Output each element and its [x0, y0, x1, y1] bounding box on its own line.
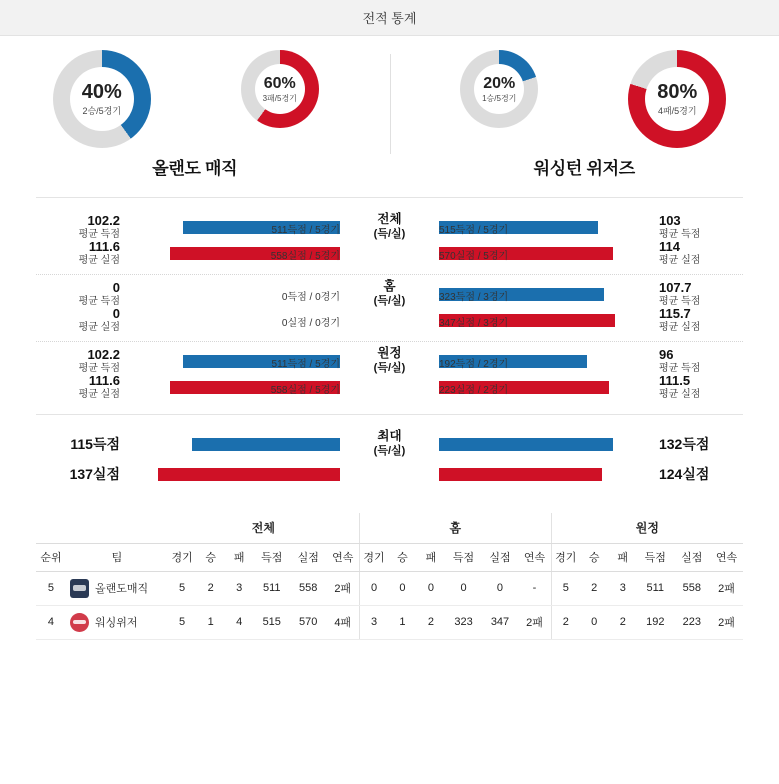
cell-away-pts: 192 — [637, 605, 673, 639]
standings-table — [36, 513, 743, 640]
bar-detail: 515득점 / 5경기 — [438, 224, 509, 236]
page-header — [0, 0, 779, 36]
col-all-streak: 연속 — [326, 543, 359, 571]
comparison-group-away — [36, 341, 743, 408]
donut-home-loss-sub: 3패/5경기 — [262, 94, 297, 104]
cell-all-against: 558 — [290, 571, 326, 605]
cell-all-win: 1 — [196, 605, 225, 639]
col-all-loss: 패 — [225, 543, 254, 571]
value: 0 — [112, 279, 120, 295]
comparison-row — [36, 459, 743, 489]
cell-home-streak: 2패 — [518, 605, 551, 639]
group-label-max: 최대 (득/실) — [373, 429, 406, 457]
donut-home-win-sub: 2승/5경기 — [82, 106, 122, 117]
comparison-row — [36, 240, 743, 266]
comparison-group-all — [36, 208, 743, 274]
away-team-name: 워싱턴 위저즈 — [533, 159, 635, 178]
cell-all-against: 570 — [290, 605, 326, 639]
team-names-row — [0, 154, 779, 179]
donut-home-loss-rate — [241, 50, 319, 128]
value: 115득점 — [70, 435, 120, 452]
comparison-group-home — [36, 274, 743, 341]
comparison-row — [36, 429, 743, 459]
donut-away-win-pct: 20% — [483, 74, 516, 92]
cell-all-loss: 3 — [225, 571, 254, 605]
col-home-games: 경기 — [359, 543, 388, 571]
col-home-pts: 득점 — [445, 543, 481, 571]
comparison-chart — [36, 197, 743, 497]
cell-home-pts: 0 — [445, 571, 481, 605]
bar-away — [439, 468, 602, 481]
col-rank: 순위 — [36, 543, 66, 571]
table-row[interactable] — [36, 571, 743, 605]
value: 103 — [658, 212, 681, 228]
metric-label: 평균 실점 — [658, 388, 701, 400]
value: 0 — [112, 305, 120, 321]
value: 96 — [658, 346, 674, 362]
metric-label: 평균 득점 — [658, 228, 701, 240]
comparison-row — [36, 374, 743, 400]
value: 111.5 — [658, 372, 691, 388]
cell-rank: 4 — [36, 605, 66, 639]
metric-label: 평균 실점 — [78, 254, 120, 266]
cell-all-pts: 515 — [254, 605, 290, 639]
cell-home-games: 3 — [359, 605, 388, 639]
value: 124실점 — [658, 465, 710, 482]
home-team-name: 올랜도 매직 — [152, 159, 238, 178]
group-header-home: 홈 — [359, 513, 551, 543]
bar-detail: 323득점 / 3경기 — [438, 291, 509, 303]
magic-logo-icon — [70, 579, 89, 598]
group-label-away: 원정 (득/실) — [373, 346, 406, 374]
col-home-win: 승 — [388, 543, 417, 571]
team-name: 워싱위저 — [94, 617, 138, 629]
table-header-row — [36, 543, 743, 571]
value: 107.7 — [658, 279, 692, 295]
bar-home — [158, 468, 340, 481]
col-home-streak: 연속 — [518, 543, 551, 571]
cell-away-streak: 2패 — [710, 605, 743, 639]
group-header-away: 원정 — [551, 513, 743, 543]
donut-away-loss-sub: 4패/5경기 — [657, 106, 697, 117]
metric-label: 평균 득점 — [78, 362, 120, 374]
cell-away-streak: 2패 — [710, 571, 743, 605]
col-away-against: 실점 — [674, 543, 710, 571]
cell-away-win: 2 — [580, 571, 609, 605]
group-header-all: 전체 — [168, 513, 360, 543]
cell-home-games: 0 — [359, 571, 388, 605]
cell-all-streak: 2패 — [326, 571, 359, 605]
metric-label: 평균 실점 — [78, 321, 120, 333]
donut-away-loss-rate — [628, 50, 726, 148]
value: 137실점 — [69, 465, 120, 482]
table-row[interactable] — [36, 605, 743, 639]
cell-home-against: 0 — [482, 571, 518, 605]
cell-away-win: 0 — [580, 605, 609, 639]
standings-table-wrap — [36, 513, 743, 640]
metric-label: 평균 득점 — [658, 362, 701, 374]
cell-home-against: 347 — [482, 605, 518, 639]
metric-label: 평균 실점 — [658, 254, 701, 266]
donut-home-win-pct: 40% — [81, 81, 122, 104]
donut-summary-row — [0, 36, 779, 152]
col-home-against: 실점 — [482, 543, 518, 571]
bar-detail: 0실점 / 0경기 — [281, 317, 340, 329]
bar-detail: 192득점 / 2경기 — [438, 358, 509, 370]
donut-away-win-rate — [460, 50, 538, 128]
value: 102.2 — [87, 346, 120, 362]
cell-all-win: 2 — [196, 571, 225, 605]
cell-away-loss: 3 — [608, 571, 637, 605]
col-all-pts: 득점 — [254, 543, 290, 571]
metric-label: 평균 득점 — [658, 295, 701, 307]
cell-away-against: 223 — [674, 605, 710, 639]
bar-detail: 0득점 / 0경기 — [281, 291, 340, 303]
bar-detail: 511득점 / 5경기 — [271, 224, 340, 236]
comparison-row — [36, 281, 743, 307]
col-away-win: 승 — [580, 543, 609, 571]
value: 115.7 — [658, 305, 691, 321]
col-all-games: 경기 — [168, 543, 197, 571]
donut-home-win-rate — [53, 50, 151, 148]
comparison-row — [36, 307, 743, 333]
col-all-against: 실점 — [290, 543, 326, 571]
bar-home — [192, 438, 340, 451]
value: 111.6 — [88, 238, 120, 254]
group-blank-1 — [36, 513, 66, 543]
cell-away-games: 2 — [551, 605, 580, 639]
metric-label: 평균 득점 — [78, 228, 120, 240]
group-blank-2 — [66, 513, 168, 543]
bar-detail: 558실점 / 5경기 — [270, 384, 340, 396]
metric-label: 평균 실점 — [78, 388, 120, 400]
comparison-group-max — [36, 414, 743, 497]
cell-away-loss: 2 — [608, 605, 637, 639]
cell-away-against: 558 — [674, 571, 710, 605]
home-donuts — [0, 50, 390, 148]
cell-all-games: 5 — [168, 605, 197, 639]
col-all-win: 승 — [196, 543, 225, 571]
value: 111.6 — [88, 372, 120, 388]
cell-home-loss: 0 — [417, 571, 446, 605]
cell-all-pts: 511 — [254, 571, 290, 605]
cell-team[interactable] — [66, 571, 168, 605]
donut-away-loss-pct: 80% — [657, 81, 698, 104]
col-away-games: 경기 — [551, 543, 580, 571]
cell-home-win: 1 — [388, 605, 417, 639]
col-home-loss: 패 — [417, 543, 446, 571]
wizards-logo-icon — [70, 613, 89, 632]
comparison-row — [36, 348, 743, 374]
donut-home-loss-pct: 60% — [263, 74, 296, 92]
value: 102.2 — [87, 212, 120, 228]
col-away-loss: 패 — [608, 543, 637, 571]
cell-home-loss: 2 — [417, 605, 446, 639]
bar-detail: 347실점 / 3경기 — [438, 317, 509, 329]
away-donuts — [390, 50, 779, 148]
value: 114 — [658, 238, 680, 254]
cell-away-games: 5 — [551, 571, 580, 605]
bar-detail: 570실점 / 5경기 — [438, 250, 509, 262]
bar-detail: 558실점 / 5경기 — [270, 250, 340, 262]
cell-team[interactable] — [66, 605, 168, 639]
col-away-streak: 연속 — [710, 543, 743, 571]
cell-home-streak: - — [518, 571, 551, 605]
comparison-row — [36, 214, 743, 240]
cell-all-streak: 4패 — [326, 605, 359, 639]
bar-detail: 223실점 / 2경기 — [438, 384, 509, 396]
bar-detail: 511득점 / 5경기 — [271, 358, 340, 370]
metric-label: 평균 실점 — [658, 321, 701, 333]
cell-rank: 5 — [36, 571, 66, 605]
col-away-pts: 득점 — [637, 543, 673, 571]
page-title: 전적 통계 — [362, 11, 417, 26]
value: 132득점 — [658, 435, 710, 452]
group-label-all: 전체 (득/실) — [373, 212, 406, 240]
team-name: 올랜도매직 — [94, 583, 149, 595]
donut-away-win-sub: 1승/5경기 — [482, 94, 517, 104]
cell-all-loss: 4 — [225, 605, 254, 639]
metric-label: 평균 득점 — [78, 295, 120, 307]
cell-all-games: 5 — [168, 571, 197, 605]
cell-home-win: 0 — [388, 571, 417, 605]
bar-away — [439, 438, 613, 451]
group-label-home: 홈 (득/실) — [373, 279, 406, 307]
cell-home-pts: 323 — [445, 605, 481, 639]
col-team: 팀 — [66, 543, 168, 571]
table-group-header-row — [36, 513, 743, 543]
cell-away-pts: 511 — [637, 571, 673, 605]
